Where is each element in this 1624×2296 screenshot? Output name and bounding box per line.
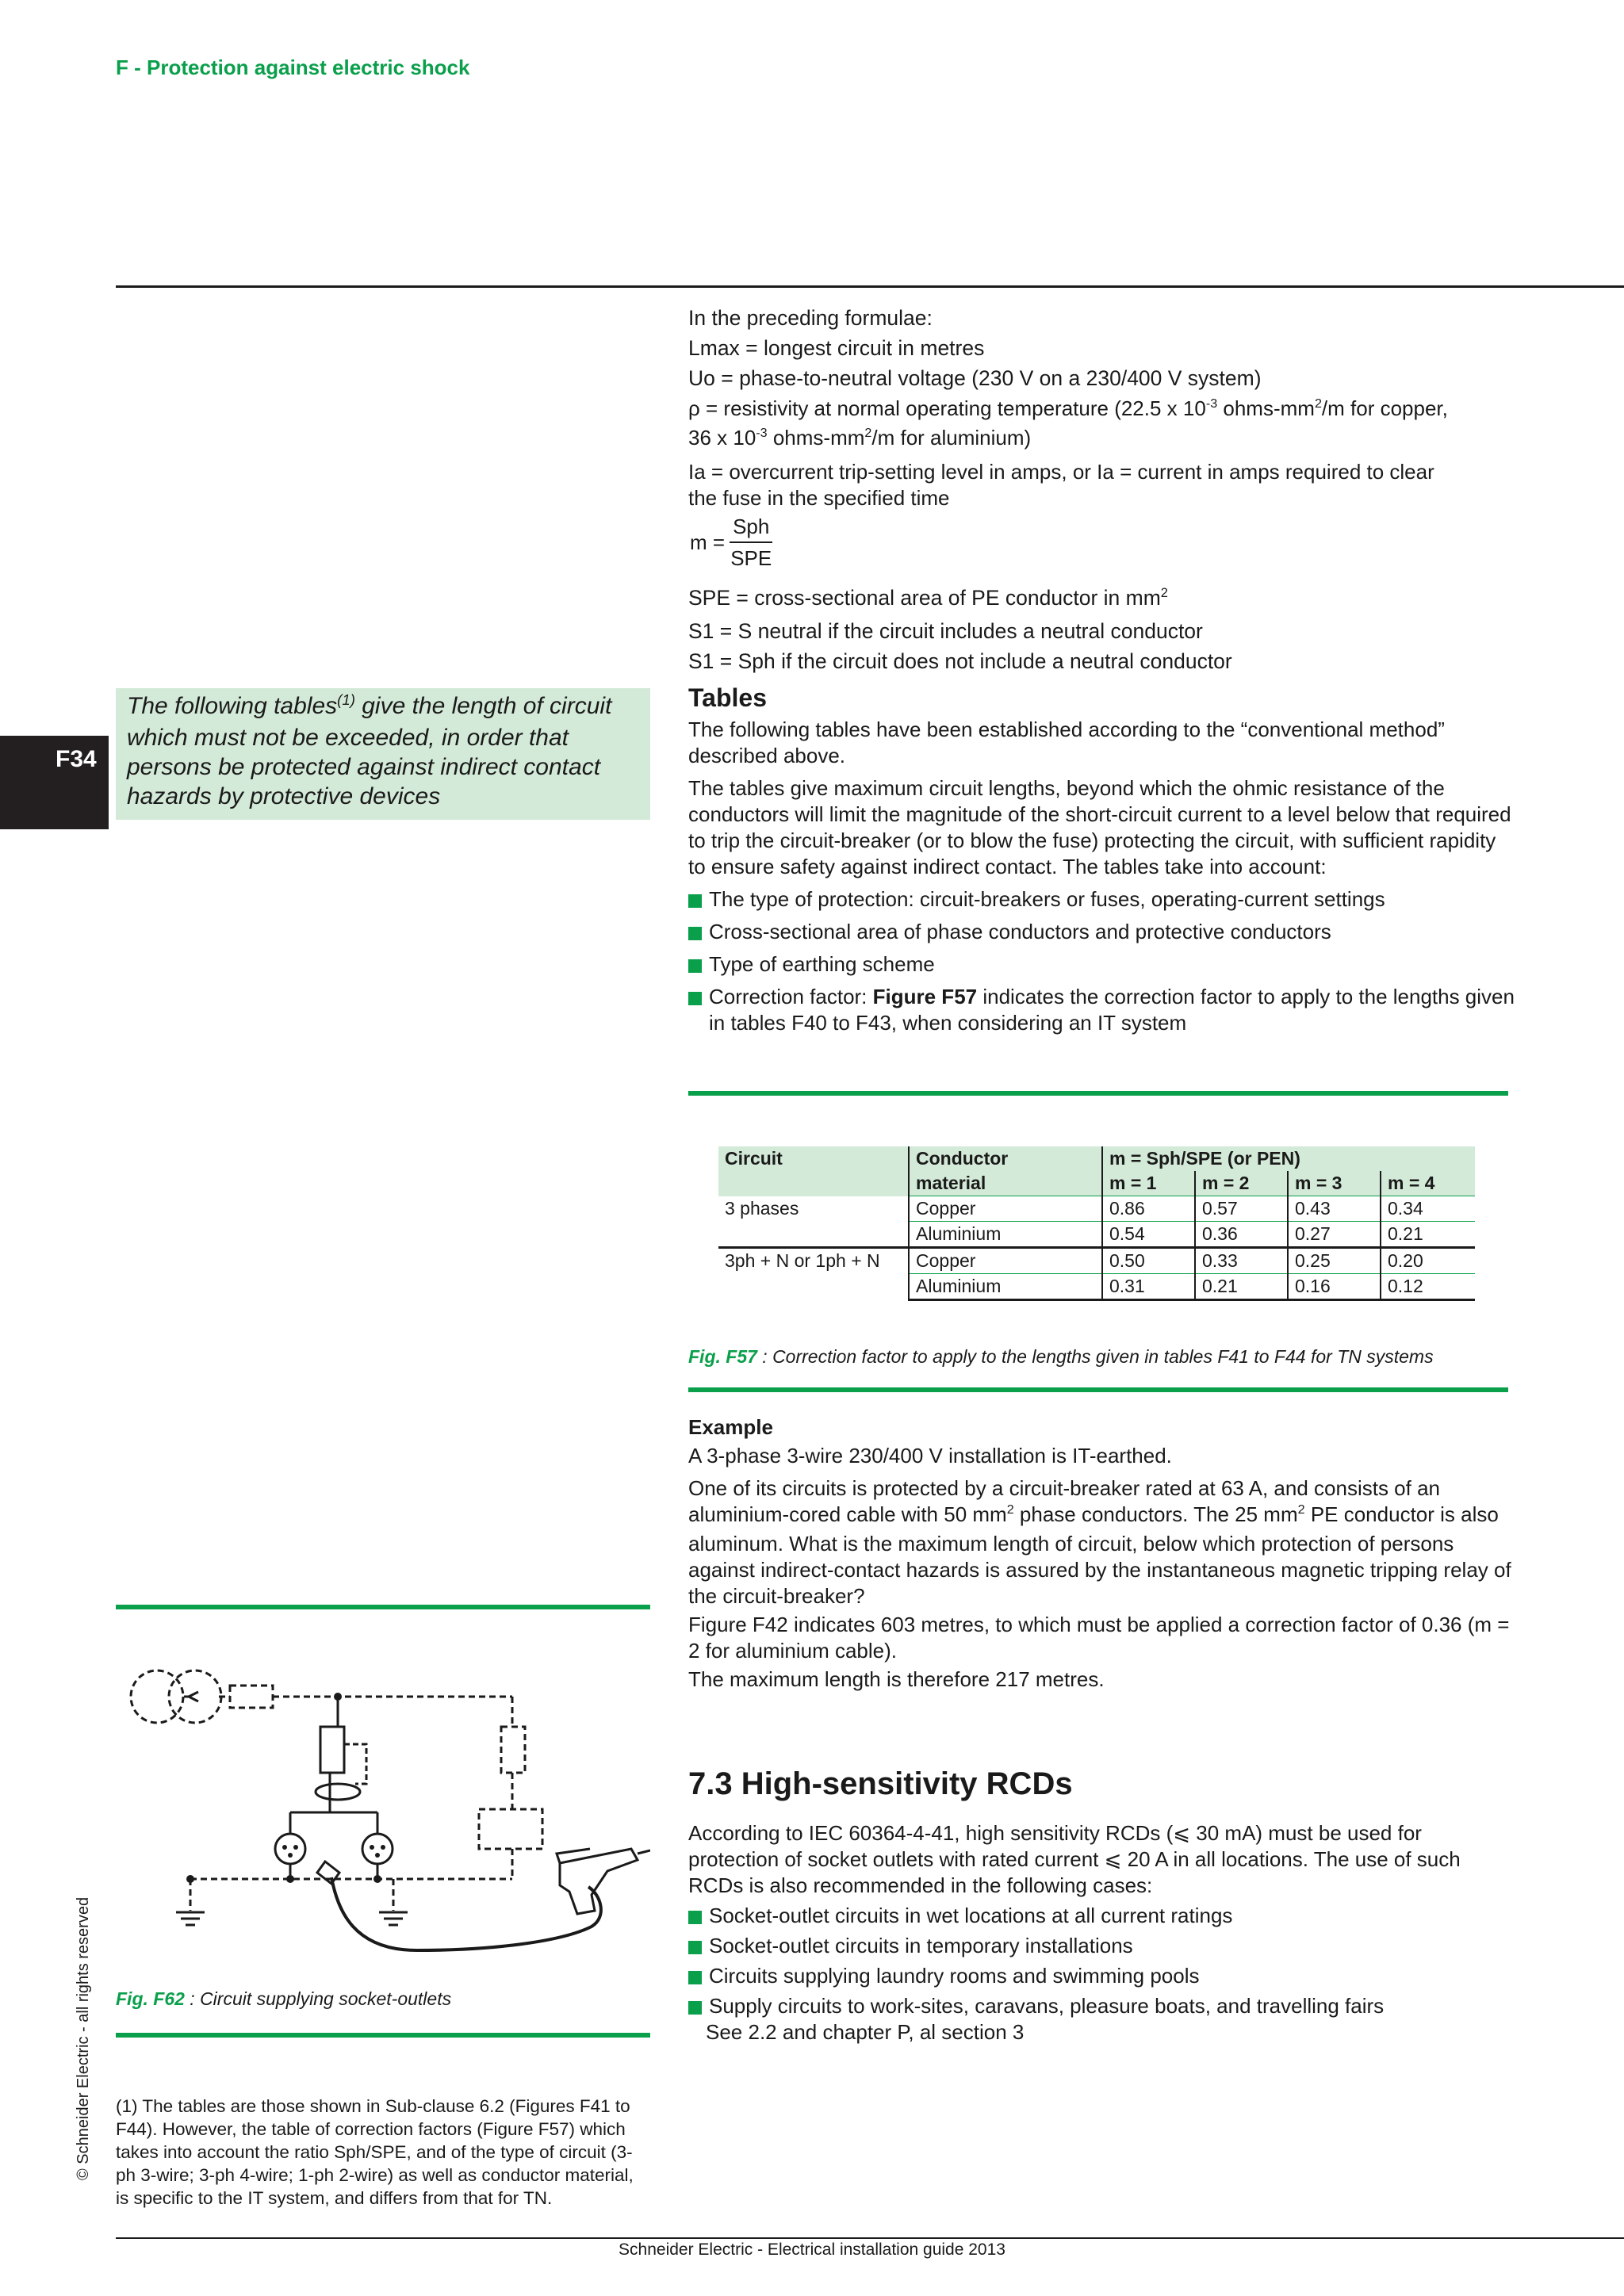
tables-bullet-4: [688, 984, 1515, 1036]
rcd-device: [320, 1727, 344, 1773]
header-empty: [718, 1171, 909, 1196]
rho2-sup-a: -3: [756, 426, 768, 441]
formula-s1-neutral: S1 = S neutral if the circuit includes a neutral conductor: [688, 619, 1203, 643]
tables-bullet-3: Type of earthing scheme: [688, 951, 1515, 978]
formula-spe: [688, 583, 1515, 616]
row-value: 0.27: [1288, 1222, 1381, 1248]
rho-text-b: ohms-mm: [1217, 396, 1315, 420]
rho-text-c: /m for copper,: [1321, 396, 1448, 420]
example-p2-b: phase conductors. The 25 mm: [1013, 1502, 1298, 1526]
tables-bullet-2: Cross-sectional area of phase conductors and protective conductors: [688, 919, 1515, 945]
rcd-bullet-4-text: Supply circuits to work-sites, caravans, pleasure boats, and travelling fairs: [709, 1994, 1385, 2018]
fig-f57-caption: [688, 1346, 1513, 1368]
circuit-diagram: [116, 1625, 650, 1990]
tables-section: [688, 680, 1515, 1036]
formula-lmax: Lmax = longest circuit in metres: [688, 336, 985, 360]
row-value: 0.21: [1381, 1222, 1475, 1248]
page-footer: Schneider Electric - Electrical installation guide 2013: [619, 2241, 1005, 2259]
fig-f57-id: Fig. F57: [688, 1346, 757, 1367]
ia-line-1: Ia = overcurrent trip-setting level in amps, or Ia = current in amps required to clear: [688, 460, 1434, 484]
example-para-3: Figure F42 indicates 603 metres, to which must be applied a correction factor of 0.36 (m = 2 for aluminium cable).: [688, 1613, 1510, 1663]
row-value: 0.43: [1288, 1196, 1381, 1222]
correction-factor-table: [718, 1146, 1475, 1301]
green-rule-figure-top: [116, 1605, 650, 1609]
example-p2-c: PE conductor is also aluminum. What is the maximum length of circuit, below which protection of persons against indirect-contact hazards is assured by the instantaneous magnetic tripping relay of the circuit-breaker?: [688, 1502, 1511, 1608]
row-circuit: 3 phases: [725, 1197, 799, 1219]
m-fraction: [730, 511, 772, 573]
row-value: 0.31: [1102, 1274, 1195, 1300]
header-circuit: Circuit: [718, 1146, 909, 1171]
formula-rho: [688, 396, 1515, 454]
rcd-bullet-4: [688, 1993, 1515, 2045]
fig-f57-text: : Correction factor to apply to the lengths given in tables F41 to F44 for TN systems: [756, 1346, 1434, 1367]
bullet-4-figure-ref: Figure F57: [872, 985, 978, 1008]
row-material: Aluminium: [909, 1274, 1102, 1300]
row-value: 0.57: [1195, 1196, 1288, 1222]
rho-text-a: ρ = resistivity at normal operating temperature (22.5 x 10: [688, 396, 1206, 420]
formula-s1-sph: S1 = Sph if the circuit does not include a neutral conductor: [688, 649, 1232, 673]
rcd-see-also: See 2.2 and chapter P, al section 3: [706, 2020, 1025, 2044]
tables-para-1: The following tables have been established according to the “conventional method” described above.: [688, 718, 1445, 767]
cable: [331, 1877, 601, 1950]
rho2-sup-b: 2: [864, 426, 872, 441]
fig-f62-caption: [116, 1988, 650, 2010]
side-note-text-b: give the length of circuit which must not be exceeded, in order that persons be protected against indirect contact hazards by protective devices: [127, 693, 612, 809]
top-rule: [116, 285, 1624, 288]
rcd-heading: 7.3 High-sensitivity RCDs: [688, 1766, 1073, 1801]
example-p2-a: One of its circuits is protected by a circuit-breaker rated at 63 A, and consists of an aluminium-cored cable with 50 mm: [688, 1476, 1441, 1526]
right-fuse-box: [501, 1727, 525, 1773]
spe-text: SPE = cross-sectional area of PE conductor in mm: [688, 586, 1161, 610]
rcd-section: [688, 1763, 1515, 2045]
header-conductor: Conductor: [909, 1146, 1102, 1171]
ia-line-2: the fuse in the specified time: [688, 486, 950, 510]
table-row: [718, 1196, 1475, 1222]
row-value: 0.12: [1381, 1274, 1475, 1300]
rcd-toroid: [316, 1784, 360, 1800]
example-line-1: A 3-phase 3-wire 230/400 V installation is IT-earthed.: [688, 1444, 1172, 1468]
table-header-row-2: [718, 1171, 1475, 1196]
tables-heading: Tables: [688, 683, 767, 712]
green-rule-figure-bottom: [116, 2033, 650, 2038]
example-heading: Example: [688, 1415, 773, 1439]
transformer-symbol: [184, 1692, 198, 1701]
header-m-group: m = Sph/SPE (or PEN): [1102, 1146, 1475, 1171]
page-number-tab: F34: [0, 736, 109, 829]
rcd-bullet-3: Circuits supplying laundry rooms and swimming pools: [688, 1963, 1515, 1989]
row-value: 0.33: [1195, 1248, 1288, 1274]
rcd-bullet-1: Socket-outlet circuits in wet locations at all current ratings: [688, 1903, 1515, 1929]
bullet-4-text-b: indicates the correction factor to apply to the lengths given in tables F40 to F43, when considering an IT system: [709, 985, 1515, 1035]
header-m3: m = 3: [1288, 1171, 1381, 1196]
header-m1: m = 1: [1102, 1171, 1195, 1196]
m-label: m =: [690, 530, 726, 554]
header-m4: m = 4: [1381, 1171, 1475, 1196]
tables-para-2: The tables give maximum circuit lengths, beyond which the ohmic resistance of the conductors will limit the magnitude of the short-circuit current to a level below that required to trip the circuit-breaker (or to blow the fuse) protecting the circuit, with sufficient rapidity to ensure safety against indirect contact. The tables take into account:: [688, 776, 1511, 878]
row-value: 0.86: [1102, 1196, 1195, 1222]
side-note-text-a: The following tables: [127, 693, 338, 719]
spe-sup: 2: [1160, 586, 1168, 601]
socket-outlet-left: [275, 1834, 305, 1864]
side-note-footnote-ref: (1): [337, 691, 355, 708]
row-value: 0.20: [1381, 1248, 1475, 1274]
circuit-breaker-box: [230, 1686, 273, 1708]
plug: [317, 1862, 339, 1884]
example-p2-sup-2: 2: [1297, 1502, 1305, 1517]
bottom-rule: [116, 2237, 1624, 2239]
example-para-2: [688, 1475, 1515, 1609]
example-para-4: The maximum length is therefore 217 metres.: [688, 1667, 1105, 1691]
row-value: 0.25: [1288, 1248, 1381, 1274]
row-circuit: [718, 1274, 909, 1300]
formula-uo: Uo = phase-to-neutral voltage (230 V on a 230/400 V system): [688, 366, 1262, 390]
green-rule-table-bottom: [688, 1387, 1508, 1392]
tables-bullet-1: The type of protection: circuit-breakers or fuses, operating-current settings: [688, 886, 1515, 913]
rho-sup-b: 2: [1314, 396, 1322, 411]
table-row: [718, 1274, 1475, 1300]
rho2-text-c: /m for aluminium): [871, 426, 1032, 450]
rho2-text-b: ohms-mm: [767, 426, 865, 450]
row-material: Copper: [909, 1196, 1102, 1222]
bullet-4-text-a: Correction factor:: [709, 985, 873, 1008]
side-note: [116, 688, 650, 820]
formula-m-fraction: [688, 511, 1515, 578]
formula-ia: [688, 459, 1515, 511]
enclosure-box: [479, 1809, 542, 1849]
m-denominator: SPE: [730, 546, 772, 570]
m-numerator: Sph: [730, 511, 772, 543]
row-circuit: [718, 1222, 909, 1248]
table-row: [718, 1248, 1475, 1274]
example-section: [688, 1414, 1515, 1693]
row-circuit: 3ph + N or 1ph + N: [718, 1248, 909, 1274]
socket-outlet-right: [362, 1834, 393, 1864]
row-value: 0.36: [1195, 1222, 1288, 1248]
row-material: Copper: [909, 1248, 1102, 1274]
copyright-notice: © Schneider Electric - all rights reserved: [75, 1896, 92, 2180]
earth-symbol-right: [379, 1912, 408, 1925]
footnote: (1) The tables are those shown in Sub-clause 6.2 (Figures F41 to F44). However, the table of correction factors (Figure F57) which takes into account the ratio Sph/SPE, and of the type of circuit (3-ph 3-wire; 3-ph 4-wire; 1-ph 2-wire) as well as conductor material, is specific to the IT system, and differs from that for TN.: [116, 2096, 634, 2208]
formulae-intro: In the preceding formulae:: [688, 306, 933, 330]
earth-symbol-left: [176, 1912, 205, 1925]
header-material: material: [909, 1171, 1102, 1196]
row-value: 0.50: [1102, 1248, 1195, 1274]
rho-sup-a: -3: [1205, 396, 1218, 411]
fig-f62-id: Fig. F62: [116, 1988, 185, 2009]
row-value: 0.16: [1288, 1274, 1381, 1300]
example-p2-sup-1: 2: [1006, 1502, 1014, 1517]
row-value: 0.21: [1195, 1274, 1288, 1300]
green-rule-table-top: [688, 1091, 1508, 1096]
formulae-block: [688, 303, 1515, 676]
rcd-bullet-2: Socket-outlet circuits in temporary installations: [688, 1933, 1515, 1959]
row-value: 0.54: [1102, 1222, 1195, 1248]
row-material: Aluminium: [909, 1222, 1102, 1248]
rho2-text-a: 36 x 10: [688, 426, 756, 450]
table-header-row-1: [718, 1146, 1475, 1171]
table-row: [718, 1222, 1475, 1248]
header-m2: m = 2: [1195, 1171, 1288, 1196]
section-header: F - Protection against electric shock: [116, 55, 470, 79]
row-value: 0.34: [1381, 1196, 1475, 1222]
fig-f62-text: : Circuit supplying socket-outlets: [184, 1988, 452, 2009]
rcd-intro: According to IEC 60364-4-41, high sensitivity RCDs (⩽ 30 mA) must be used for protection of socket outlets with rated current ⩽ 20 A in all locations. The use of such RCDs is also recommended in the following cases:: [688, 1821, 1461, 1897]
